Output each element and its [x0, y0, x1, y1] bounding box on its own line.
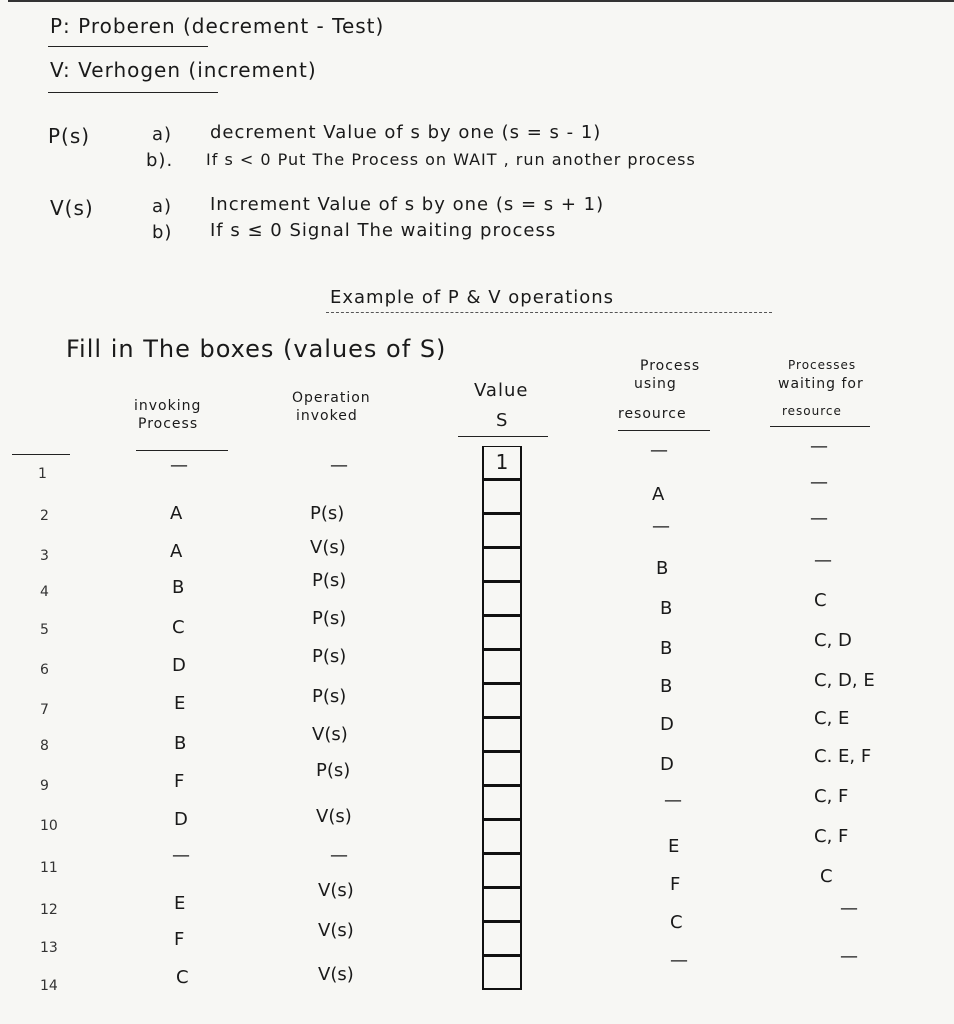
value-box-text: 1	[495, 450, 509, 474]
operation-invoked: V(s)	[316, 806, 352, 827]
operation-invoked: V(s)	[312, 724, 348, 745]
page-top-edge	[8, 0, 954, 2]
processes-waiting: —	[840, 946, 858, 967]
processes-waiting: —	[814, 550, 832, 571]
value-box[interactable]	[482, 480, 522, 514]
processes-waiting: —	[840, 898, 858, 919]
process-using-resource: B	[660, 638, 673, 659]
invoking-process: C	[176, 967, 189, 988]
invoking-process: —	[170, 455, 188, 476]
invoking-process: E	[174, 693, 186, 714]
header-value-1: Value	[474, 380, 529, 401]
process-using-resource: B	[656, 558, 669, 579]
operation-invoked: P(s)	[316, 760, 351, 781]
instruction-text: Fill in The boxes (values of S)	[66, 335, 447, 363]
header-operation-2: invoked	[296, 408, 358, 424]
processes-waiting: C. E, F	[814, 746, 872, 767]
operation-invoked: P(s)	[312, 570, 347, 591]
value-box[interactable]	[482, 514, 522, 548]
value-box[interactable]	[482, 752, 522, 786]
header-using-1: Process	[640, 358, 701, 374]
v-op-b-text: If s ≤ 0 Signal The waiting process	[210, 220, 557, 241]
p-op-b-marker: b).	[146, 150, 174, 171]
row-number: 5	[40, 622, 49, 638]
invoking-process: —	[172, 845, 190, 866]
header-using-2: using	[634, 376, 677, 392]
header-operation-1: Operation	[292, 390, 371, 406]
process-using-resource: A	[652, 484, 665, 505]
operation-invoked: V(s)	[318, 880, 354, 901]
processes-waiting: C, E	[814, 708, 850, 729]
header-waiting-3: resource	[782, 404, 842, 418]
row-number: 6	[40, 662, 49, 678]
value-box[interactable]	[482, 446, 522, 480]
v-op-a-marker: a)	[152, 196, 173, 217]
row-number: 3	[40, 548, 49, 564]
process-using-resource: —	[670, 950, 688, 971]
v-op-label: V(s)	[50, 196, 94, 220]
p-definition: P: Proberen (decrement - Test)	[50, 14, 385, 38]
process-using-resource: —	[664, 790, 682, 811]
process-using-resource: C	[670, 912, 683, 933]
row-number: 10	[40, 818, 58, 834]
value-box[interactable]	[482, 718, 522, 752]
invoking-process: F	[174, 929, 185, 950]
processes-waiting: C	[820, 866, 833, 887]
value-box[interactable]	[482, 888, 522, 922]
row-number-rule	[12, 454, 70, 455]
value-box[interactable]	[482, 820, 522, 854]
operation-invoked: P(s)	[312, 646, 347, 667]
v-op-a-text: Increment Value of s by one (s = s + 1)	[210, 194, 605, 215]
header-waiting-1: Processes	[788, 358, 857, 372]
row-number: 8	[40, 738, 49, 754]
example-title: Example of P & V operations	[330, 287, 615, 308]
operation-invoked: —	[330, 455, 348, 476]
v-definition-underline	[48, 92, 218, 93]
header-value-underline	[458, 436, 548, 437]
row-number: 11	[40, 860, 58, 876]
invoking-process: D	[172, 655, 186, 676]
row-number: 13	[40, 940, 58, 956]
header-value-2: S	[496, 410, 509, 431]
value-box[interactable]	[482, 650, 522, 684]
operation-invoked: P(s)	[312, 686, 347, 707]
operation-invoked: P(s)	[310, 503, 345, 524]
operation-invoked: P(s)	[312, 608, 347, 629]
processes-waiting: —	[810, 436, 828, 457]
process-using-resource: E	[668, 836, 680, 857]
p-op-b-text: If s < 0 Put The Process on WAIT , run another process	[206, 150, 696, 169]
example-title-underline	[326, 312, 772, 313]
value-box[interactable]	[482, 616, 522, 650]
processes-waiting: C	[814, 590, 827, 611]
processes-waiting: C, F	[814, 826, 849, 847]
processes-waiting: C, D	[814, 630, 852, 651]
row-number: 1	[38, 466, 47, 482]
p-definition-underline	[48, 46, 208, 47]
header-invoking-1: invoking	[134, 398, 202, 414]
processes-waiting: C, F	[814, 786, 849, 807]
p-op-a-marker: a)	[152, 124, 173, 145]
row-number: 9	[40, 778, 49, 794]
header-using-underline	[618, 430, 710, 431]
row-number: 2	[40, 508, 49, 524]
row-number: 12	[40, 902, 58, 918]
v-op-b-marker: b)	[152, 222, 173, 243]
process-using-resource: B	[660, 598, 673, 619]
operation-invoked: V(s)	[310, 537, 346, 558]
row-number: 4	[40, 584, 49, 600]
invoking-process: E	[174, 893, 186, 914]
invoking-process: C	[172, 617, 185, 638]
operation-invoked: V(s)	[318, 964, 354, 985]
p-op-label: P(s)	[48, 124, 91, 148]
processes-waiting: —	[810, 508, 828, 529]
process-using-resource: F	[670, 874, 681, 895]
value-box[interactable]	[482, 854, 522, 888]
header-using-3: resource	[618, 406, 687, 422]
process-using-resource: —	[650, 440, 668, 461]
process-using-resource: D	[660, 714, 674, 735]
processes-waiting: —	[810, 472, 828, 493]
invoking-process: B	[174, 733, 187, 754]
value-box[interactable]	[482, 956, 522, 990]
p-op-a-text: decrement Value of s by one (s = s - 1)	[210, 122, 602, 143]
invoking-process: A	[170, 503, 183, 524]
operation-invoked: —	[330, 845, 348, 866]
processes-waiting: C, D, E	[814, 670, 875, 691]
invoking-process: F	[174, 771, 185, 792]
v-definition: V: Verhogen (increment)	[50, 58, 317, 82]
value-box[interactable]	[482, 922, 522, 956]
value-box[interactable]	[482, 548, 522, 582]
process-using-resource: D	[660, 754, 674, 775]
value-box[interactable]	[482, 684, 522, 718]
row-number: 7	[40, 702, 49, 718]
header-invoking-underline	[136, 450, 228, 451]
header-waiting-2: waiting for	[778, 376, 864, 392]
header-waiting-underline	[770, 426, 870, 427]
header-invoking-2: Process	[138, 416, 199, 432]
invoking-process: A	[170, 541, 183, 562]
invoking-process: B	[172, 577, 185, 598]
value-box[interactable]	[482, 582, 522, 616]
invoking-process: D	[174, 809, 188, 830]
process-using-resource: —	[652, 516, 670, 537]
process-using-resource: B	[660, 676, 673, 697]
value-box[interactable]	[482, 786, 522, 820]
row-number: 14	[40, 978, 58, 994]
operation-invoked: V(s)	[318, 920, 354, 941]
